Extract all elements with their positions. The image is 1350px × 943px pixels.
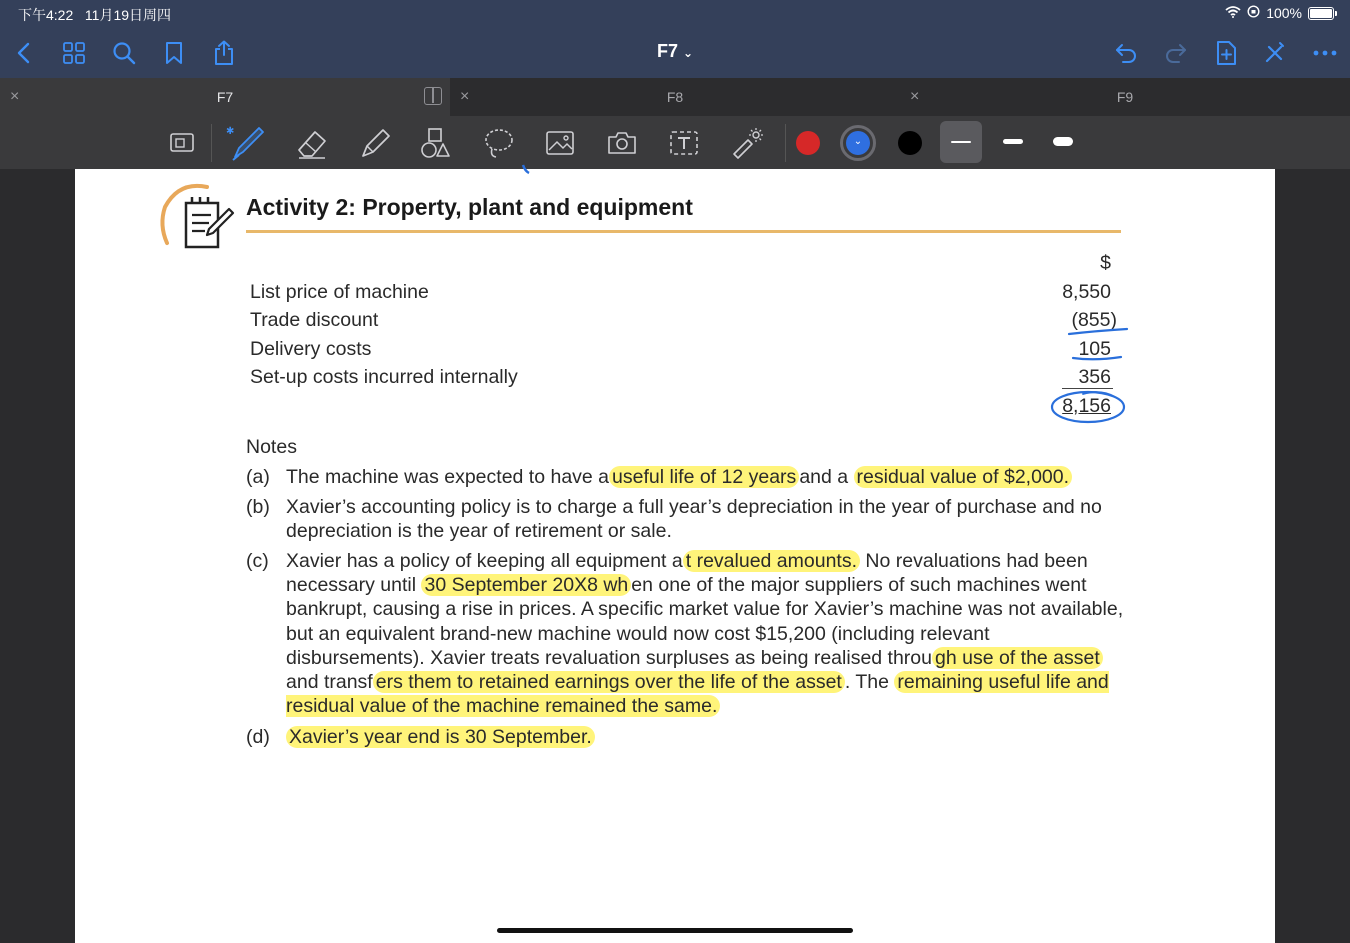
lasso-icon[interactable] [481,125,517,161]
page-heading: Activity 2: Property, plant and equipment [246,194,693,220]
note-marker: (b) [246,496,270,518]
highlight: 30 September 20X8 wh [421,574,631,596]
note-marker: (c) [246,550,269,572]
stroke-thin-button[interactable] [940,121,982,163]
status-right [1225,5,1334,21]
highlight: ers them to retained earnings over the life of the asset [373,671,845,693]
note-text: Xavier’s accounting policy is to charge a full year’s depreciation in the year of purchase and no depreciation is the year of retirement or sale. [286,496,1102,543]
chevron-down-icon: ⌄ [846,131,870,155]
chevron-down-icon: ⌄ [682,46,694,60]
tab-label: F8 [666,89,684,105]
back-icon[interactable] [8,37,40,69]
status-time: 下午4:22 11月19日周四 [18,7,172,23]
close-icon[interactable]: × [10,88,20,105]
battery-icon [1308,7,1334,20]
add-page-icon[interactable] [1210,37,1242,69]
color-swatch-black[interactable] [898,131,922,155]
pen-icon[interactable] [228,125,264,161]
zoom-window-icon[interactable] [164,125,200,161]
cost-row-amount: (855) [1071,309,1117,331]
cost-row-amount: 356 [1078,366,1111,388]
stroke-medium-button[interactable] [1003,139,1023,144]
cost-row-label: Trade discount [250,309,379,331]
home-indicator[interactable] [497,928,853,933]
stroke-thin-icon [951,141,971,143]
tab-f7[interactable] [0,78,450,116]
tab-label: F7 [216,89,234,105]
status-bar [0,0,1350,28]
note-text: Xavier has a policy of keeping all equipment a t revalued amounts. No revaluations had been necessary until 30 September 20X8 wh en one of the major suppliers of such machines went bankrupt, causing a rise in prices. A specific market value for Xavier’s machine was not available, but an equivalent brand-new machine would now cost $15,200 (including relevant disbursements). Xavier treats revaluation surpluses as being realised throu gh use of the asset and transf ers them to retained earnings over the life of the asset . The remaining useful life and residual value of the machine remained the same. [286,550,1124,718]
toolbar-divider [785,124,786,162]
tab-label: F9 [1116,89,1134,105]
stroke-thick-button[interactable] [1053,137,1073,146]
highlight: gh use of the asset [932,647,1103,669]
bookmark-icon[interactable] [158,37,190,69]
note-marker: (d) [246,726,270,748]
color-swatch-blue[interactable] [840,125,876,161]
highlight: Xavier’s year end is 30 September. [286,726,595,748]
image-icon[interactable] [542,125,578,161]
cost-row-label: Delivery costs [250,338,372,360]
highlighter-icon[interactable] [356,125,392,161]
battery-percent: 100% [1266,5,1302,21]
eraser-icon[interactable] [294,125,330,161]
tab-f9[interactable] [900,78,1350,116]
document-title[interactable]: F7 ⌄ [656,41,694,61]
laser-pointer-icon[interactable] [729,125,765,161]
disable-pen-icon[interactable] [1259,37,1291,69]
note-d [246,725,1146,751]
close-icon[interactable]: × [910,88,920,105]
total-amount: 8,156 [1062,395,1111,417]
currency-header: $ [1100,252,1111,274]
note-b [246,495,1146,545]
cost-row-amount: 8,550 [1062,281,1111,303]
color-swatch-red[interactable] [796,131,820,155]
tab-f8[interactable] [450,78,900,116]
note-text: The machine was expected to have a useful life of 12 years and a residual value of $2,000. [286,465,1126,489]
cost-row-label: List price of machine [250,281,429,303]
note-a [246,465,1146,491]
note-text [286,725,1126,749]
highlight: remaining useful life and residual value of the machine remained the same. [286,671,1109,718]
split-view-icon[interactable] [424,87,442,105]
text-icon[interactable] [666,125,702,161]
toolbar-divider [211,124,212,162]
close-icon[interactable]: × [460,88,470,105]
search-icon[interactable] [108,37,140,69]
highlight: useful life of 12 years [609,466,799,488]
wifi-icon [1225,5,1241,21]
share-icon[interactable] [208,37,240,69]
note-c [246,549,1146,719]
cost-row-label: Set-up costs incurred internally [250,366,518,388]
tab-bar [0,78,1350,116]
annotation-toolbar [0,116,1350,169]
highlight: t revalued amounts. [683,550,860,572]
highlight: residual value of $2,000. [854,466,1072,488]
orientation-lock-icon [1247,5,1260,21]
undo-icon[interactable] [1110,37,1142,69]
navigation-bar [0,28,1350,78]
camera-icon[interactable] [604,125,640,161]
thumbnails-icon[interactable] [58,37,90,69]
shapes-icon[interactable] [418,125,454,161]
note-marker: (a) [246,466,270,488]
notes-label: Notes [246,436,297,458]
cost-row-amount: 105 [1078,338,1111,360]
redo-icon[interactable] [1160,37,1192,69]
more-icon[interactable] [1309,37,1341,69]
document-page[interactable] [75,169,1275,943]
svg-text:✱: ✱ [226,126,235,137]
